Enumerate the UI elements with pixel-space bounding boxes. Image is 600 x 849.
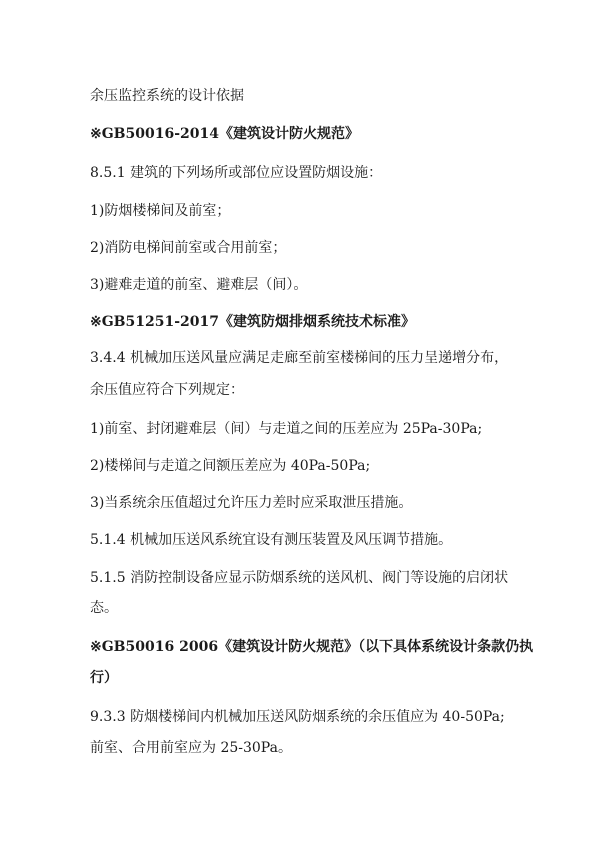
list-item: 2)楼梯间与走道之间额压差应为 40Pa-50Pa; [90,458,371,474]
clause-3-4-4-continued: 余压值应符合下列规定： [90,382,244,398]
list-item: 1)防烟楼梯间及前室； [90,203,231,219]
clause-3-4-4: 3.4.4 机械加压送风量应满足走廊至前室楼梯间的压力呈递增分布， [90,350,509,366]
list-item: 3)当系统余压值超过允许压力差时应采取泄压措施。 [90,495,413,511]
standard-heading-gb50016-2006-continued: 行） [90,670,118,686]
standard-heading-gb50016-2006: ※GB50016 2006《建筑设计防火规范》（以下具体系统设计条款仍执 [90,639,534,655]
clause-5-1-4: 5.1.4 机械加压送风系统宜设有测压装置及风压调节措施。 [90,532,453,548]
clause-8-5-1: 8.5.1 建筑的下列场所或部位应设置防烟设施： [90,165,383,181]
clause-5-1-5-continued: 态。 [90,600,118,616]
document-title: 余压监控系统的设计依据 [90,88,244,104]
standard-heading-gb50016-2014: ※GB50016-2014《建筑设计防火规范》 [90,126,360,142]
list-item: 3)避难走道的前室、避难层（间）。 [90,277,308,293]
standard-heading-gb51251-2017: ※GB51251-2017《建筑防烟排烟系统技术标准》 [90,314,416,330]
clause-9-3-3: 9.3.3 防烟楼梯间内机械加压送风防烟系统的余压值应为 40-50Pa; [90,709,505,725]
list-item: 2)消防电梯间前室或合用前室； [90,240,287,256]
clause-5-1-5: 5.1.5 消防控制设备应显示防烟系统的送风机、阀门等设施的启闭状 [90,570,509,586]
clause-9-3-3-continued: 前室、合用前室应为 25-30Pa。 [90,740,292,756]
list-item: 1)前室、封闭避难层（间）与走道之间的压差应为 25Pa-30Pa; [90,421,483,437]
